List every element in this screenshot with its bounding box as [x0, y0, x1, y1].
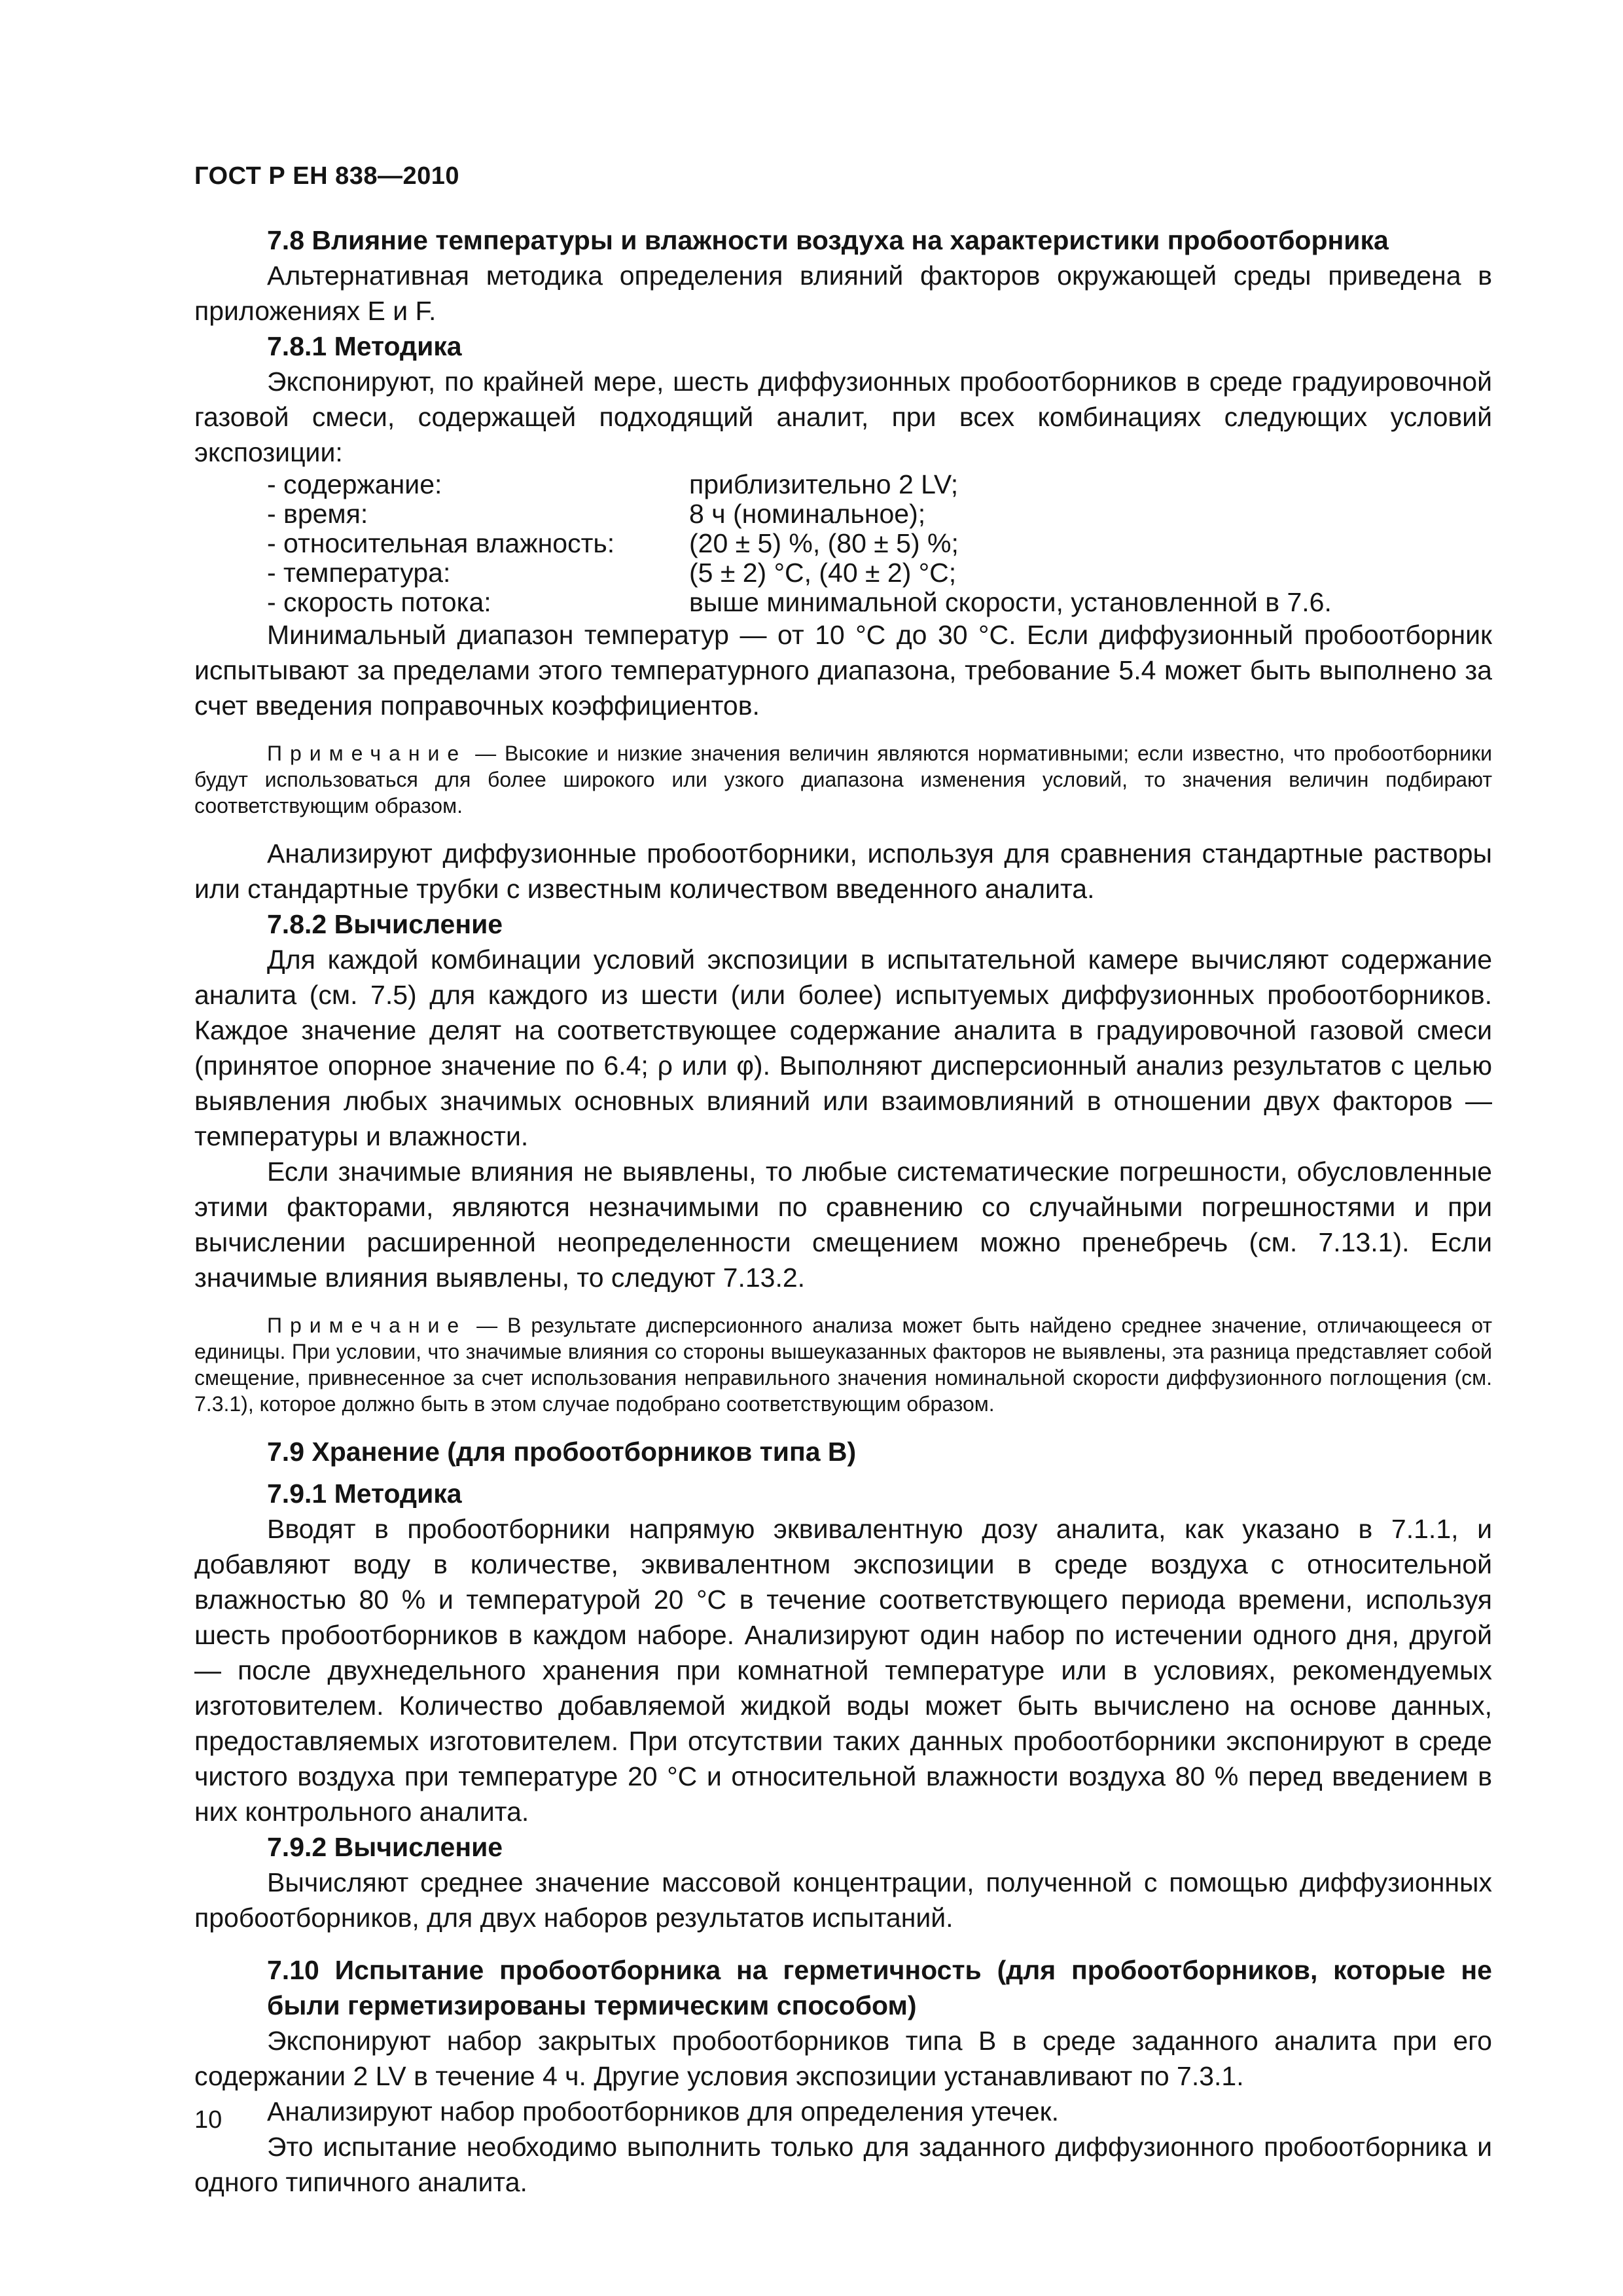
section-7-8-2-text-2: Если значимые влияния не выявлены, то любые систематические погрешности, обусловленные этими факторами, являются незначимыми по сравнению со случайными погрешностями и при вычислении расширенной неопределенности смещением можно пренебречь (см. 7.13.1). Если значимые влияния выявлены, то следуют 7.13.2.: [194, 1157, 1492, 1293]
section-7-9-2-text: Вычисляют среднее значение массовой концентрации, полученной с помощью диффузионных пробоотборников, для двух наборов результатов испытаний.: [194, 1867, 1492, 1933]
section-7-8-intro: Альтернативная методика определения влияний факторов окружающей среды приведена в приложениях Е и F.: [194, 260, 1492, 326]
condition-item: [194, 558, 1492, 588]
document-header: ГОСТ Р ЕН 838—2010: [194, 162, 460, 190]
document-body: [194, 223, 1492, 2200]
section-7-8-2-title: 7.8.2 Вычисление: [267, 909, 503, 939]
note-label: Примечание: [267, 1314, 467, 1337]
condition-value: приблизительно 2 LV;: [689, 469, 959, 499]
page-number: 10: [194, 2106, 223, 2134]
note-text: — Высокие и низкие значения величин являются нормативными; если известно, что пробоотборники будут использоваться для более широкого или узкого диапазона изменения условий, то значения величин подбирают соответствующим образом.: [194, 742, 1492, 817]
condition-key: - содержание:: [267, 469, 442, 499]
condition-item: [194, 470, 1492, 499]
condition-value: (5 ± 2) °С, (40 ± 2) °С;: [689, 558, 957, 588]
condition-key: - относительная влажность:: [267, 528, 615, 558]
section-7-8-1-title: 7.8.1 Методика: [267, 331, 462, 361]
section-7-10-title: 7.10 Испытание пробоотборника на герметичность (для пробоотборников, которые не были герметизированы термическим способом): [267, 1955, 1492, 2020]
section-7-9-2-title: 7.9.2 Вычисление: [267, 1832, 503, 1862]
section-7-10-text-3: Это испытание необходимо выполнить только для заданного диффузионного пробоотборника и одного типичного аналита.: [194, 2132, 1492, 2197]
section-7-8-1-text: Экспонируют, по крайней мере, шесть диффузионных пробоотборников в среде градуировочной газовой смеси, содержащей подходящий аналит, при всех комбинациях следующих условий экспозиции:: [194, 367, 1492, 467]
condition-value: 8 ч (номинальное);: [689, 499, 926, 529]
note-2: [194, 1312, 1492, 1417]
condition-item: [194, 588, 1492, 617]
condition-key: - скорость потока:: [267, 587, 491, 617]
section-7-10-text-1: Экспонируют набор закрытых пробоотборников типа В в среде заданного аналита при его содержании 2 LV в течение 4 ч. Другие условия экспозиции устанавливают по 7.3.1.: [194, 2026, 1492, 2091]
section-7-10-text-2: Анализируют набор пробоотборников для определения утечек.: [267, 2096, 1060, 2126]
condition-key: - температура:: [267, 558, 451, 588]
note-1: [194, 740, 1492, 819]
condition-item: [194, 499, 1492, 529]
section-7-9-1-text: Вводят в пробоотборники напрямую эквивалентную дозу аналита, как указано в 7.1.1, и добавляют воду в количестве, эквивалентном экспозиции в среде воздуха с относительной влажностью 80 % и температурой 20 °С в течение соответствующего периода времени, используя шесть пробоотборников в каждом наборе. Анализируют один набор по истечении одного дня, другой — после двухнедельного хранения при комнатной температуре или в условиях, рекомендуемых изготовителем. Количество добавляемой жидкой воды может быть вычислено на основе данных, предоставляемых изготовителем. При отсутствии таких данных пробоотборники экспонируют в среде чистого воздуха при температуре 20 °С и относительной влажности воздуха 80 % перед введением в них контрольного аналита.: [194, 1514, 1492, 1827]
conditions-list: [194, 470, 1492, 617]
section-7-8-title: 7.8 Влияние температуры и влажности воздуха на характеристики пробоотборника: [267, 225, 1389, 255]
note-label: Примечание: [267, 742, 467, 765]
condition-value: (20 ± 5) %, (80 ± 5) %;: [689, 528, 959, 558]
condition-item: [194, 529, 1492, 558]
section-7-9-1-title: 7.9.1 Методика: [267, 1479, 462, 1509]
section-7-9-title: 7.9 Хранение (для пробоотборников типа В): [267, 1437, 857, 1467]
condition-key: - время:: [267, 499, 368, 529]
note-text: — В результате дисперсионного анализа может быть найдено среднее значение, отличающееся от единицы. При условии, что значимые влияния со стороны вышеуказанных факторов не выявлены, эта разница представляет собой смещение, привнесенное за счет использования неправильного значения номинальной скорости диффузионного поглощения (см. 7.3.1), которое должно быть в этом случае подобрано соответствующим образом.: [194, 1314, 1492, 1416]
section-7-8-2-text-1: Для каждой комбинации условий экспозиции в испытательной камере вычисляют содержание аналита (см. 7.5) для каждого из шести (или более) испытуемых диффузионных пробоотборников. Каждое значение делят на соответствующее содержание аналита в градуировочной газовой смеси (принятое опорное значение по 6.4; ρ или φ). Выполняют дисперсионный анализ результатов с целью выявления любых значимых основных влияний или взаимовлияний в отношении двух факторов — температуры и влажности.: [194, 944, 1492, 1151]
condition-value: выше минимальной скорости, установленной в 7.6.: [689, 587, 1332, 617]
analyze-text: Анализируют диффузионные пробоотборники, используя для сравнения стандартные растворы или стандартные трубки с известным количеством введенного аналита.: [194, 838, 1492, 904]
temperature-range-text: Минимальный диапазон температур — от 10 °С до 30 °С. Если диффузионный пробоотборник испытывают за пределами этого температурного диапазона, требование 5.4 может быть выполнено за счет введения поправочных коэффициентов.: [194, 620, 1492, 721]
